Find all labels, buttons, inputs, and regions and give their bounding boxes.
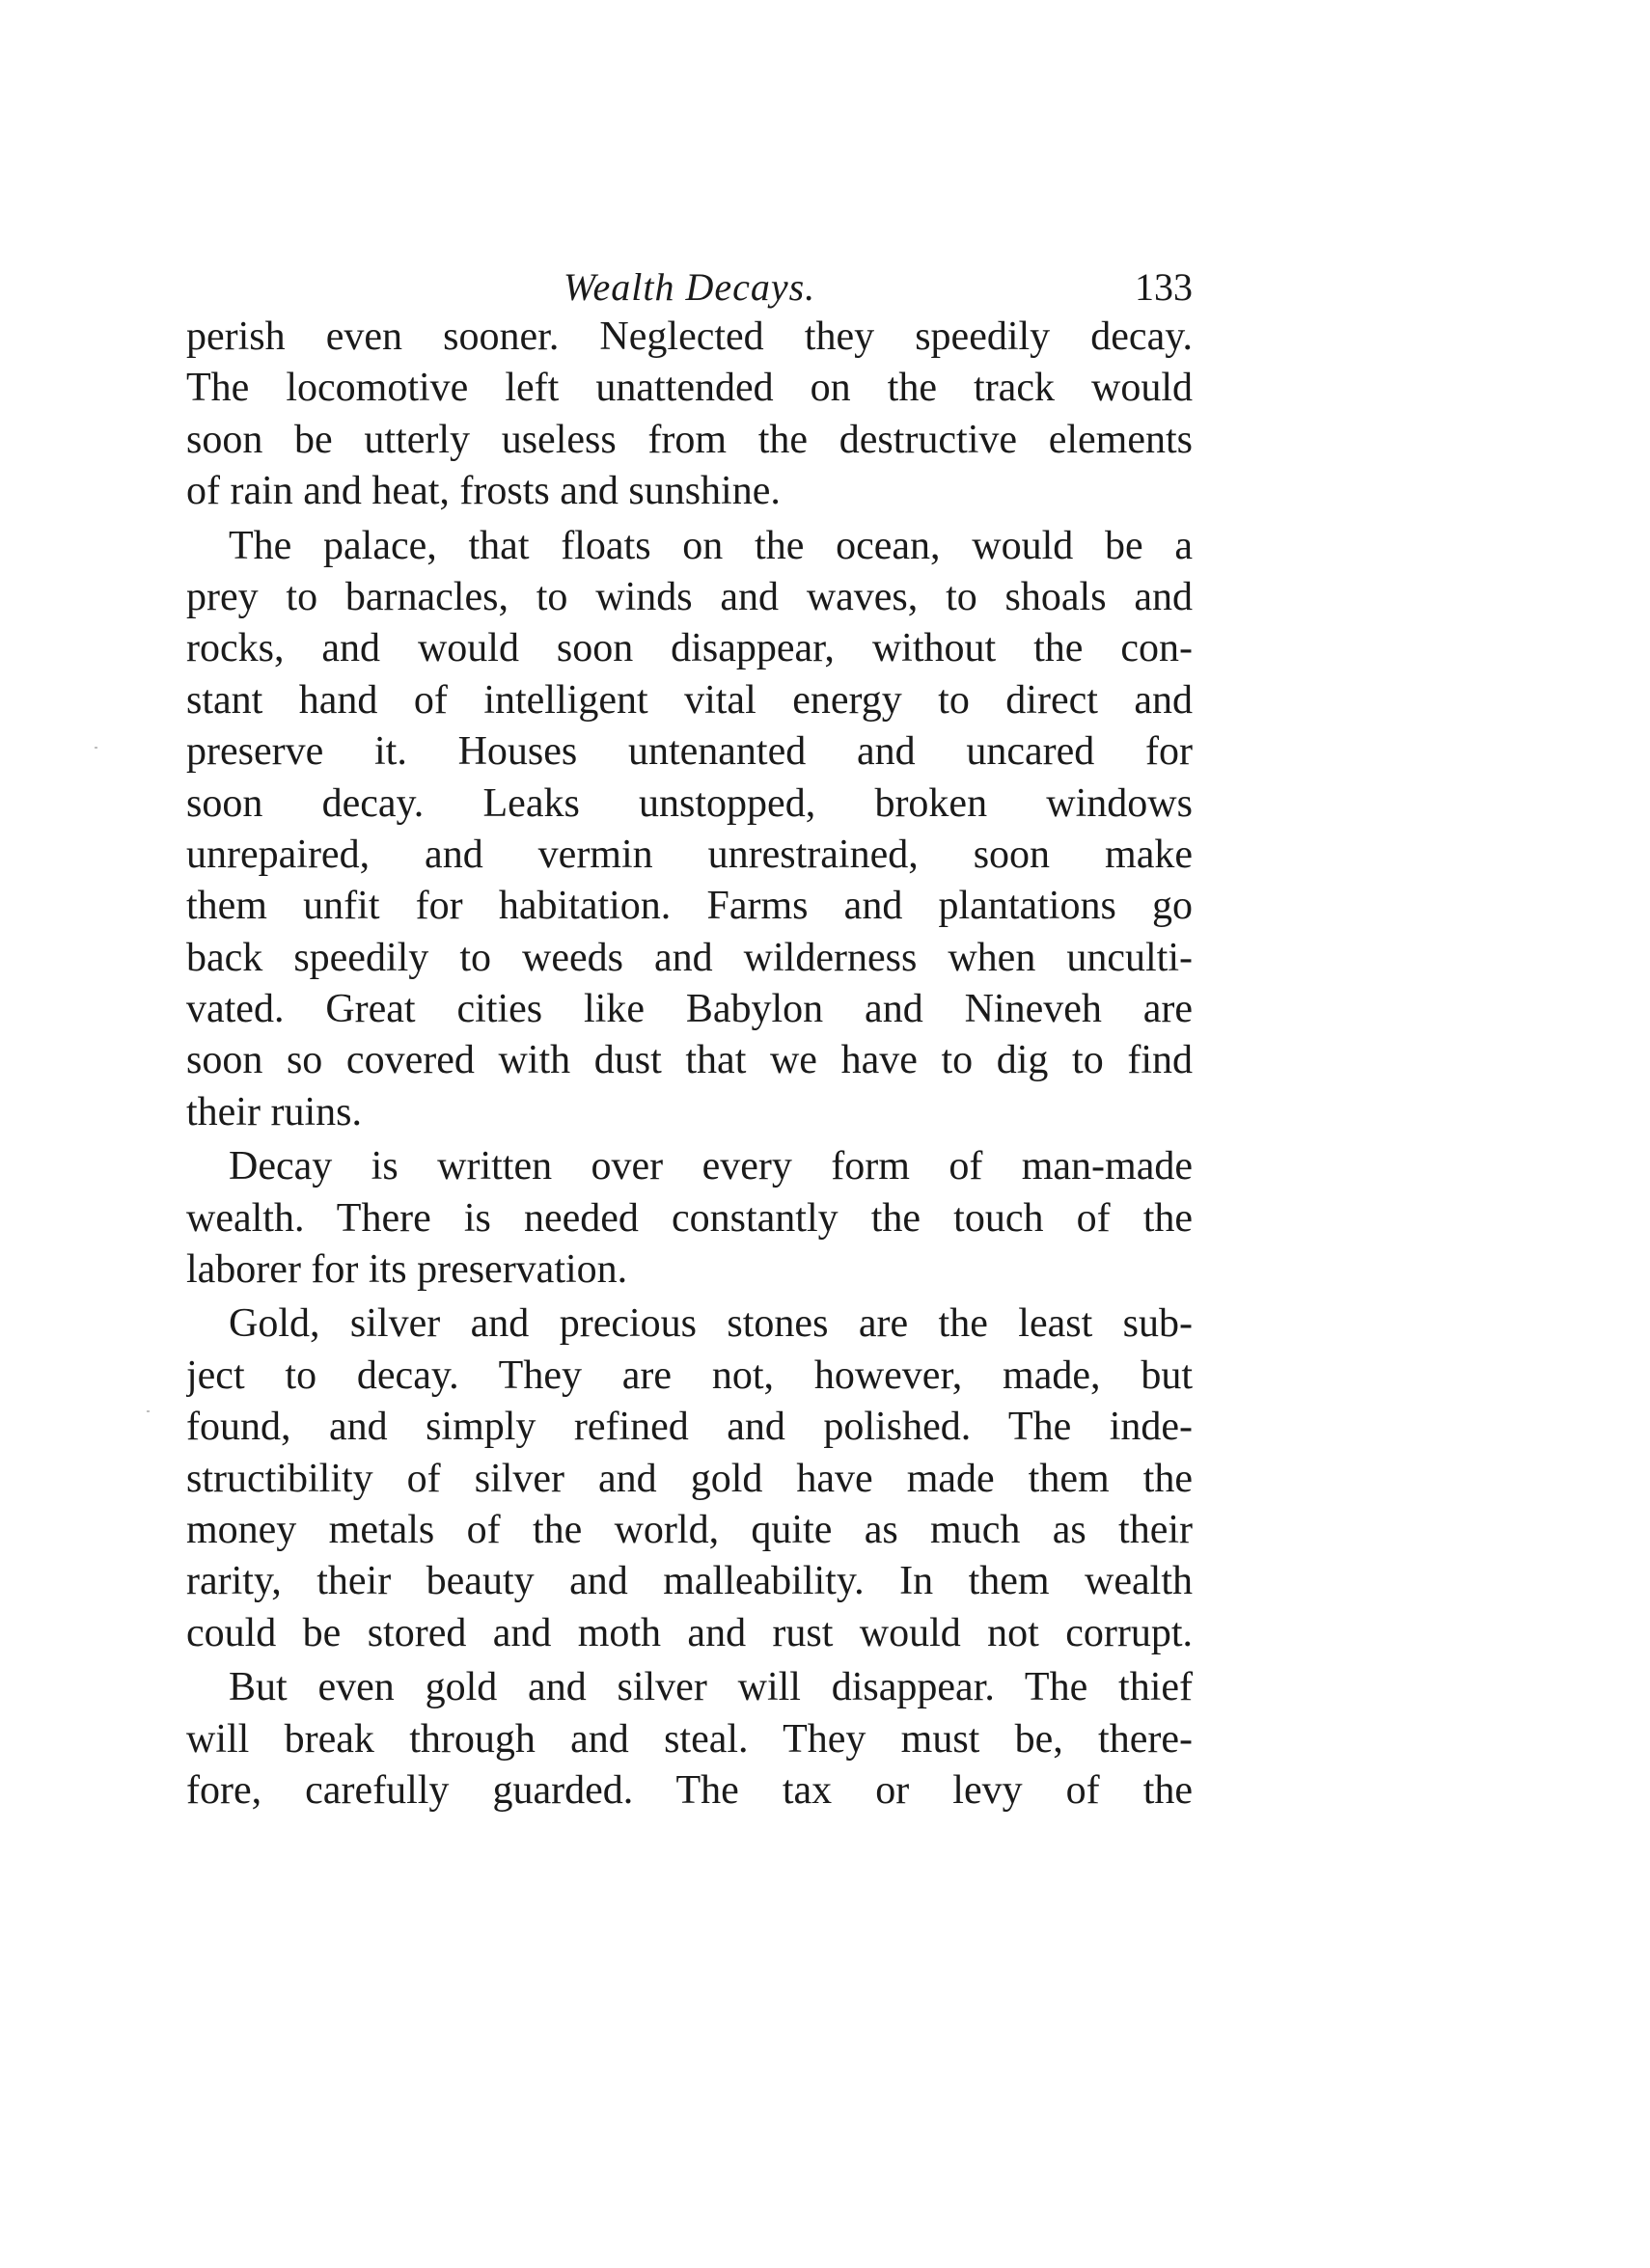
text-line: The palace, that floats on the ocean, would be a <box>229 523 1193 568</box>
paragraph <box>186 1298 1193 1659</box>
text-line: rocks, and would soon disappear, without the con- <box>186 626 1193 671</box>
text-line: ject to decay. They are not, however, made, but <box>186 1353 1193 1398</box>
text-line: them unfit for habitation. Farms and plantations go <box>186 884 1193 929</box>
text-line: will break through and steal. They must be, there- <box>186 1716 1193 1762</box>
text-line: The locomotive left unattended on the track would <box>186 366 1193 411</box>
text-line: laborer for its preservation. <box>186 1247 628 1293</box>
paragraph <box>186 312 1193 518</box>
text-line: unrepaired, and vermin unrestrained, soon make <box>186 832 1193 877</box>
text-line: structibility of silver and gold have made them the <box>186 1456 1193 1501</box>
scan-speck <box>147 1410 150 1412</box>
page-number: 133 <box>1135 265 1193 309</box>
text-line: prey to barnacles, to winds and waves, to shoals and <box>186 574 1193 619</box>
paragraph <box>186 1141 1193 1296</box>
running-head <box>186 259 1193 316</box>
text-line: rarity, their beauty and malleability. In them wealth <box>186 1559 1193 1604</box>
text-line: could be stored and moth and rust would not corrupt. <box>186 1610 1193 1655</box>
text-line: But even gold and silver will disappear. The thief <box>229 1665 1193 1710</box>
text-line: wealth. There is needed constantly the touch of the <box>186 1195 1193 1241</box>
text-line: stant hand of intelligent vital energy to direct and <box>186 677 1193 723</box>
body-text <box>186 312 1193 1817</box>
text-line: Decay is written over every form of man-made <box>229 1144 1193 1189</box>
text-line: of rain and heat, frosts and sunshine. <box>186 469 781 514</box>
text-line: soon be utterly useless from the destructive elements <box>186 417 1193 462</box>
scan-speck <box>95 747 97 749</box>
paragraph <box>186 521 1193 1139</box>
text-line: found, and simply refined and polished. The inde- <box>186 1405 1193 1450</box>
text-line: soon decay. Leaks unstopped, broken windows <box>186 780 1193 826</box>
text-line: money metals of the world, quite as much as their <box>186 1507 1193 1552</box>
text-line: back speedily to weeds and wilderness when unculti- <box>186 935 1193 980</box>
text-line: perish even sooner. Neglected they speedily decay. <box>186 314 1193 359</box>
text-line: their ruins. <box>186 1089 362 1134</box>
text-line: fore, carefully guarded. The tax or levy of the <box>186 1767 1193 1813</box>
paragraph <box>186 1662 1193 1817</box>
text-line: soon so covered with dust that we have to dig to find <box>186 1038 1193 1083</box>
text-line: Gold, silver and precious stones are the least sub- <box>229 1301 1193 1347</box>
running-title: Wealth Decays. <box>563 265 816 309</box>
text-line: preserve it. Houses untenanted and uncared for <box>186 729 1193 775</box>
text-line: vated. Great cities like Babylon and Nineveh are <box>186 987 1193 1032</box>
